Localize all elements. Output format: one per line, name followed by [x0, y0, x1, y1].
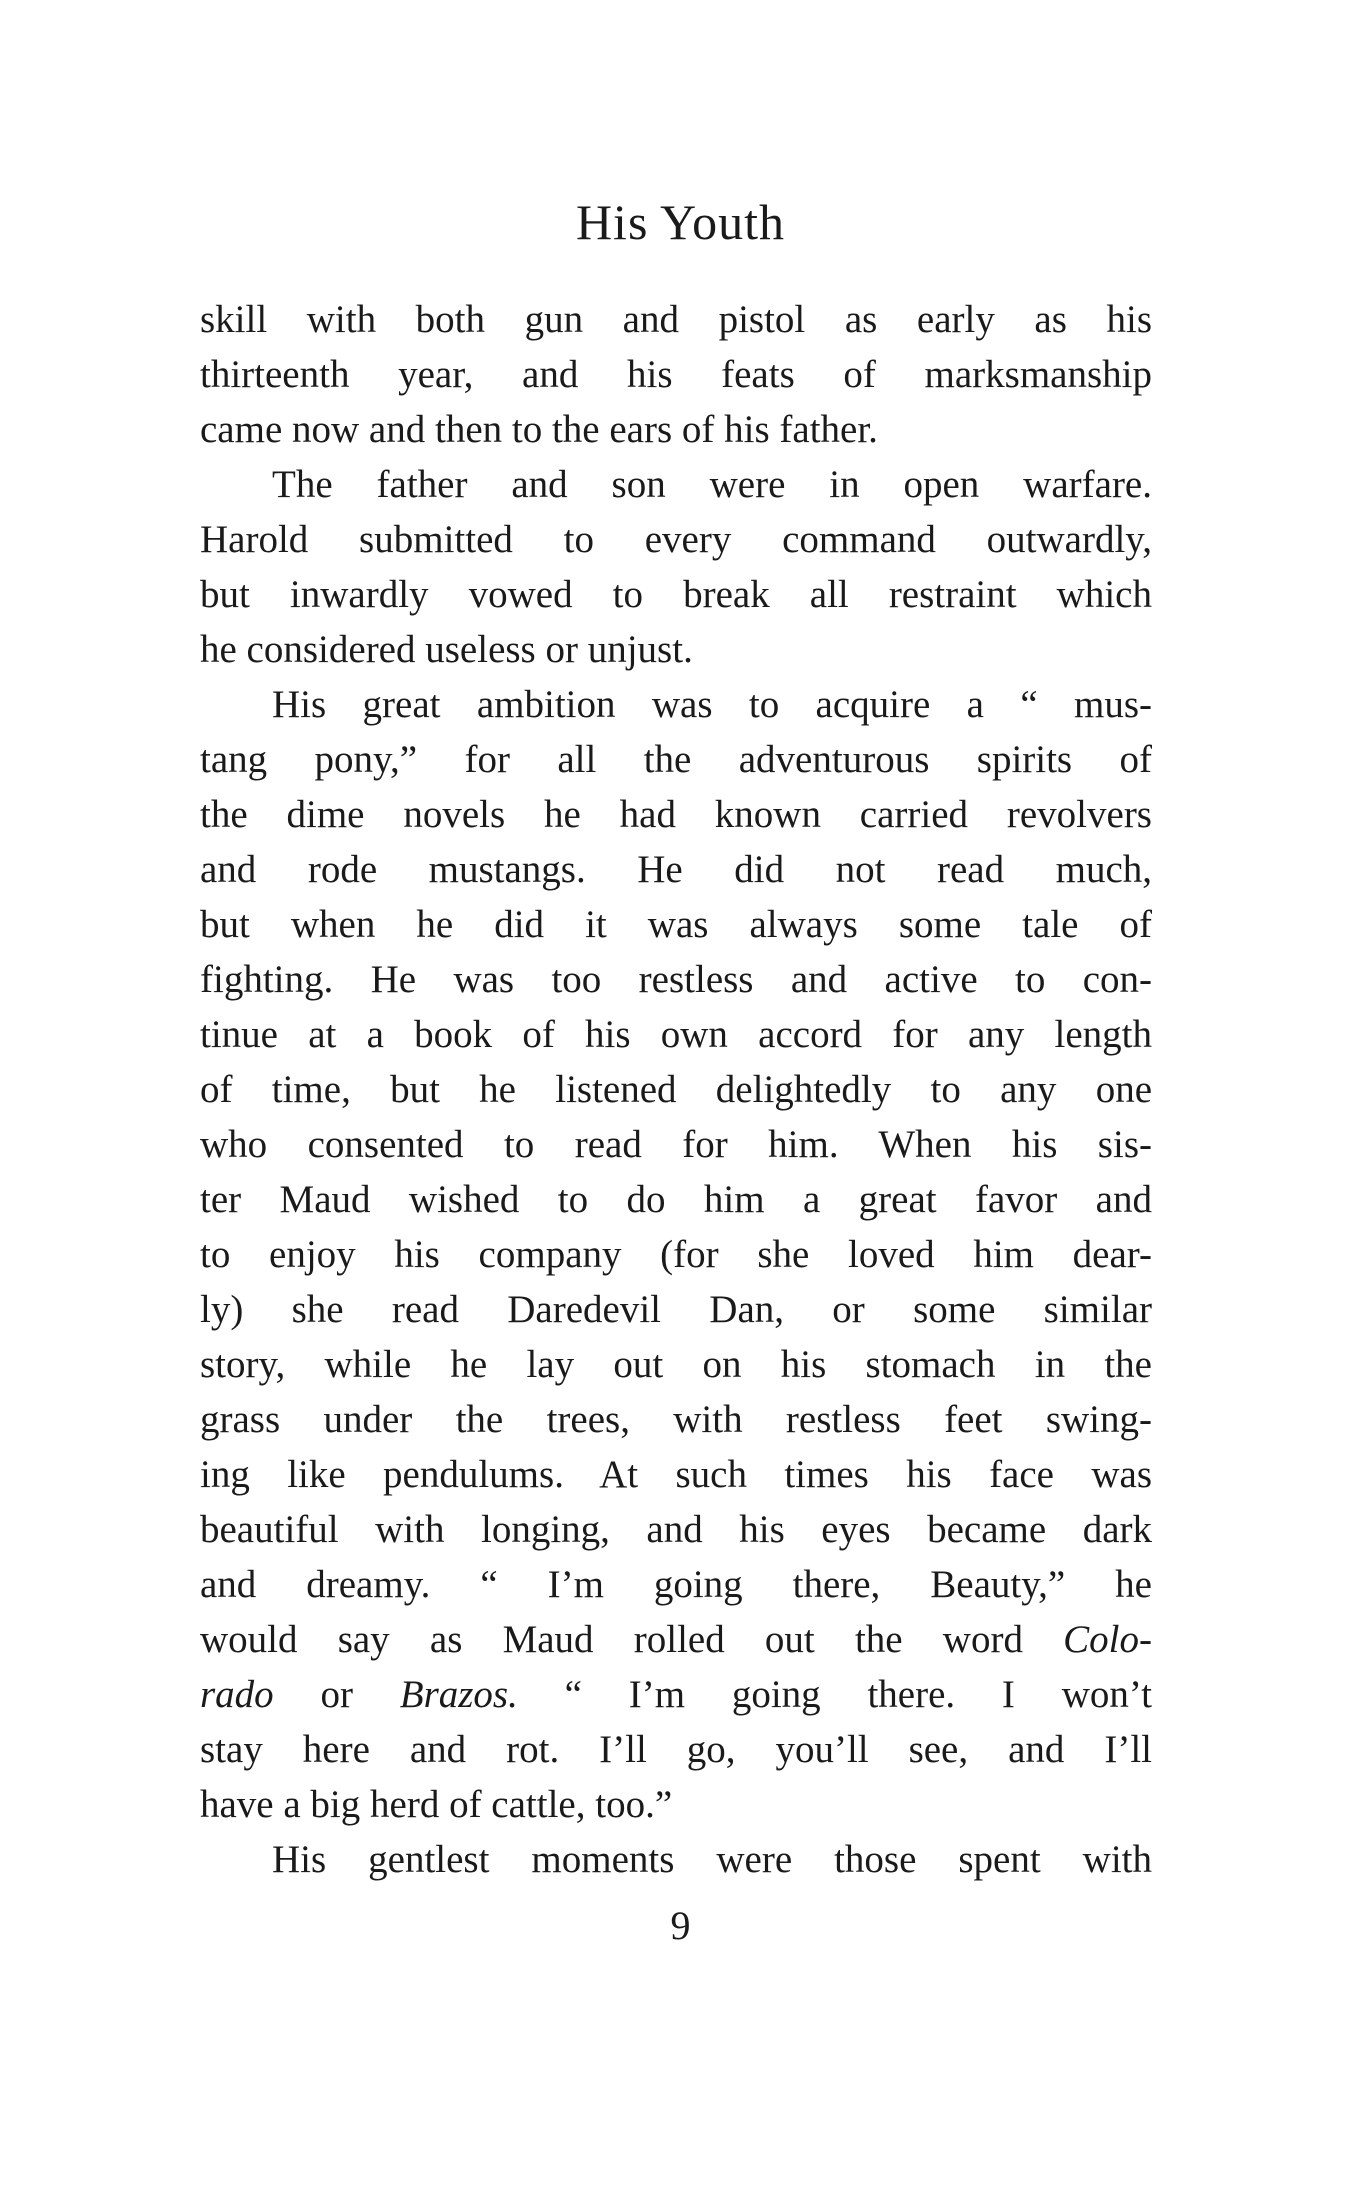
italic-place-name: Colo- [1063, 1618, 1152, 1661]
text-run: “ I’m going there. I won’t [517, 1673, 1152, 1716]
italic-place-name: Brazos. [399, 1673, 518, 1716]
text-line: have a big herd of cattle, too.” [200, 1783, 673, 1826]
text-line: of time, but he listened delightedly to any one [200, 1068, 1152, 1111]
text-line: thirteenth year, and his feats of marksmanship [200, 353, 1152, 396]
text-line: ly) she read Daredevil Dan, or some similar [200, 1288, 1152, 1331]
text-line [200, 1612, 1152, 1667]
text-line: he considered useless or unjust. [200, 628, 693, 671]
text-line: the dime novels he had known carried revolvers [200, 793, 1152, 836]
text-line: and dreamy. “ I’m going there, Beauty,” he [200, 1563, 1152, 1606]
page-number: 9 [670, 1903, 691, 1948]
text-line: His gentlest moments were those spent with [272, 1838, 1152, 1881]
text-line: came now and then to the ears of his father. [200, 408, 878, 451]
text-line: but inwardly vowed to break all restraint which [200, 573, 1152, 616]
text-line: stay here and rot. I’ll go, you’ll see, and I’ll [200, 1728, 1152, 1771]
text-run: or [273, 1673, 400, 1716]
text-line: to enjoy his company (for she loved him dear- [200, 1233, 1152, 1276]
running-head: His Youth [575, 194, 786, 250]
text-line: who consented to read for him. When his sis- [200, 1123, 1152, 1166]
text-line: The father and son were in open warfare. [272, 463, 1152, 506]
text-line: Harold submitted to every command outwardly, [200, 518, 1152, 561]
text-line: grass under the trees, with restless feet swing- [200, 1398, 1152, 1441]
text-line: skill with both gun and pistol as early as his [200, 298, 1152, 341]
text-line: fighting. He was too restless and active to con- [200, 958, 1152, 1001]
text-line [200, 1667, 1152, 1722]
body-text [200, 292, 1152, 1887]
text-line: and rode mustangs. He did not read much, [200, 848, 1152, 891]
text-line: His great ambition was to acquire a “ mus- [272, 683, 1152, 726]
text-line: tinue at a book of his own accord for any length [200, 1013, 1152, 1056]
text-line: story, while he lay out on his stomach in the [200, 1343, 1152, 1386]
text-line: beautiful with longing, and his eyes became dark [200, 1508, 1152, 1551]
text-line: tang pony,” for all the adventurous spirits of [200, 738, 1152, 781]
text-line: but when he did it was always some tale of [200, 903, 1152, 946]
italic-place-name: rado [200, 1673, 274, 1716]
text-run: would say as Maud rolled out the word [200, 1618, 1064, 1661]
text-line: ing like pendulums. At such times his face was [200, 1453, 1152, 1496]
text-line: ter Maud wished to do him a great favor and [200, 1178, 1152, 1221]
